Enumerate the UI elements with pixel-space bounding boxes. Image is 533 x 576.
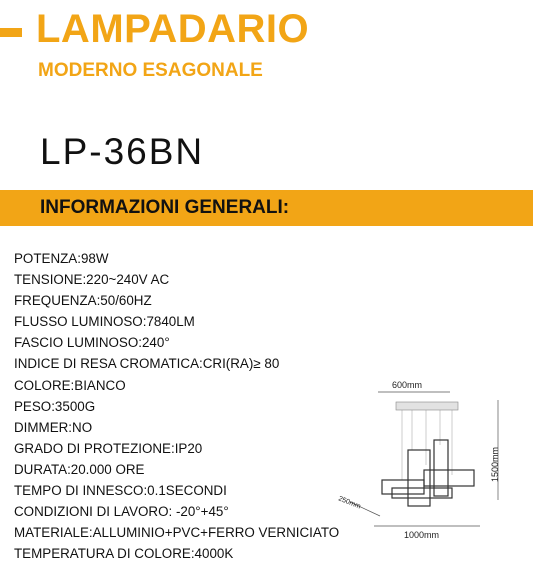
section-header-bar (0, 190, 533, 226)
spec-item: MATERIALE:ALLUMINIO+PVC+FERRO VERNICIATO (14, 525, 340, 541)
dimension-width-bottom: 1000mm (404, 530, 440, 540)
dimension-depth: 250mm (337, 495, 362, 511)
spec-item: TEMPO DI INNESCO:0.1SECONDI (14, 483, 227, 499)
spec-item: CONDIZIONI DI LAVORO: -20°+45° (14, 504, 229, 520)
spec-item: FASCIO LUMINOSO:240° (14, 335, 170, 351)
spec-item: FLUSSO LUMINOSO:7840LM (14, 314, 195, 330)
spec-item: PESO:3500G (14, 398, 96, 414)
spec-list (14, 248, 339, 564)
spec-item: GRADO DI PROTEZIONE:IP20 (14, 440, 203, 456)
spec-item: TENSIONE:220~240V AC (14, 272, 170, 288)
spec-item: FREQUENZA:50/60HZ (14, 293, 152, 309)
spec-item: COLORE:BIANCO (14, 377, 126, 393)
accent-bar (0, 28, 22, 37)
section-title: INFORMAZIONI GENERALI: (40, 197, 290, 218)
spec-item: TEMPERATURA DI COLORE:4000K (14, 546, 234, 562)
product-title: LAMPADARIO (36, 7, 310, 51)
dimension-drawing (330, 370, 530, 550)
spec-item: DIMMER:NO (14, 419, 93, 435)
spec-item: POTENZA:98W (14, 251, 109, 266)
spec-item: DURATA:20.000 ORE (14, 461, 145, 477)
lamp-frames (382, 440, 474, 506)
ceiling-canopy (396, 402, 458, 410)
product-subtitle: MODERNO ESAGONALE (38, 60, 263, 81)
model-number: LP-36BN (40, 131, 205, 172)
spec-item: INDICE DI RESA CROMATICA:CRI(RA)≥ 80 (14, 356, 280, 372)
dimension-height: 1500mm (490, 446, 500, 482)
dimension-width-top: 600mm (392, 380, 423, 390)
